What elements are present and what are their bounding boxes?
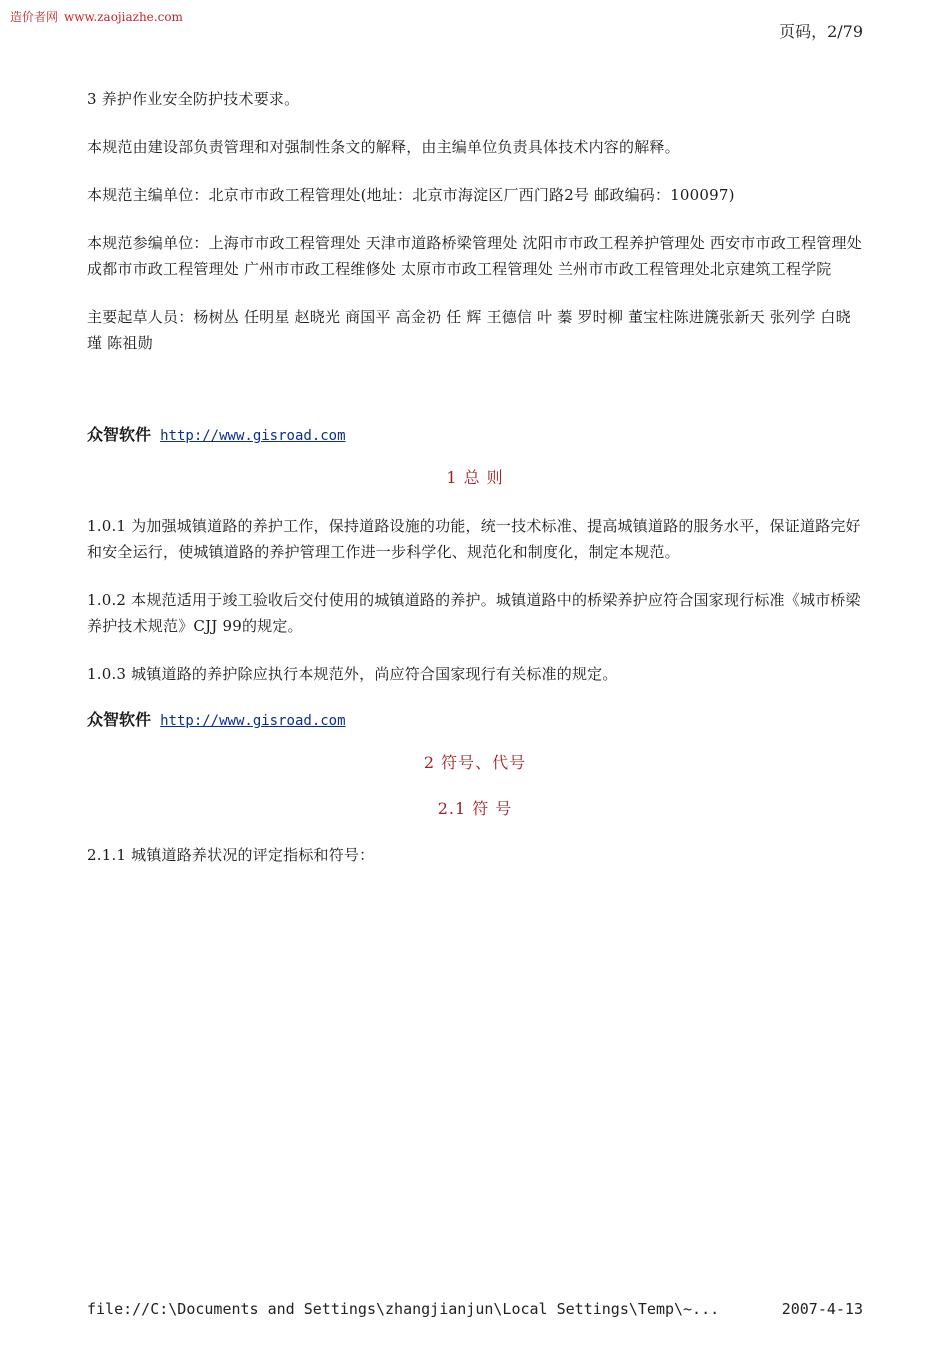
page-number: 页码，2/79 xyxy=(779,22,863,41)
footer-path: file://C:\Documents and Settings\zhangjianjun\Local Settings\Temp\~... xyxy=(87,1300,720,1318)
paragraph-1-0-2: 1.0.2 本规范适用于竣工验收后交付使用的城镇道路的养护。城镇道路中的桥梁养护应符合国家现行标准《城市桥梁养护技术规范》CJJ 99的规定。 xyxy=(87,591,861,635)
paragraph-management: 本规范由建设部负责管理和对强制性条文的解释，由主编单位负责具体技术内容的解释。 xyxy=(87,138,680,156)
brand-name-2: 众智软件 xyxy=(87,710,152,729)
section2-title: 2 符号、代号 xyxy=(423,753,527,772)
watermark xyxy=(10,8,183,25)
watermark-url[interactable]: www.zaojiazhe.com xyxy=(64,10,183,24)
brand-name: 众智软件 xyxy=(87,425,152,444)
paragraph-chief-editor: 本规范主编单位：北京市市政工程管理处(地址：北京市海淀区厂西门路2号 邮政编码：100097) xyxy=(87,186,735,204)
footer xyxy=(87,1300,863,1318)
paragraph-item3: 3 养护作业安全防护技术要求。 xyxy=(87,90,300,108)
brand-line-2 xyxy=(87,707,863,734)
paragraph-1-0-3: 1.0.3 城镇道路的养护除应执行本规范外，尚应符合国家现行有关标准的规定。 xyxy=(87,665,618,683)
brand-link[interactable]: http://www.gisroad.com xyxy=(160,428,346,444)
paragraph-co-editors: 本规范参编单位：上海市市政工程管理处 天津市道路桥梁管理处 沈阳市市政工程养护管理处 西安市市政工程管理处 成都市市政工程管理处 广州市市政工程维修处 太原市市政工程管理处 兰州市市政工程管理处北京建筑工程学院 xyxy=(87,234,862,278)
brand-line xyxy=(87,422,863,449)
paragraph-2-1-1: 2.1.1 城镇道路养状况的评定指标和符号： xyxy=(87,846,375,864)
document-body xyxy=(87,86,863,868)
section2-1-title: 2.1 符 号 xyxy=(437,799,513,818)
paragraph-drafters: 主要起草人员：杨树丛 任明星 赵晓光 商国平 高金礽 任 辉 王德信 叶 蓁 罗时柳 董宝柱陈进篪张新天 张列学 白晓瑾 陈祖勋 xyxy=(87,308,851,352)
paragraph-1-0-1: 1.0.1 为加强城镇道路的养护工作，保持道路设施的功能，统一技术标准、提高城镇道路的服务水平，保证道路完好和安全运行，使城镇道路的养护管理工作进一步科学化、规范化和制度化，制定本规范。 xyxy=(87,517,861,561)
footer-date: 2007-4-13 xyxy=(781,1300,863,1318)
brand-link-2[interactable]: http://www.gisroad.com xyxy=(160,713,346,729)
section1-title: 1 总 则 xyxy=(446,468,504,487)
watermark-site-name: 造价者网 xyxy=(10,10,59,24)
